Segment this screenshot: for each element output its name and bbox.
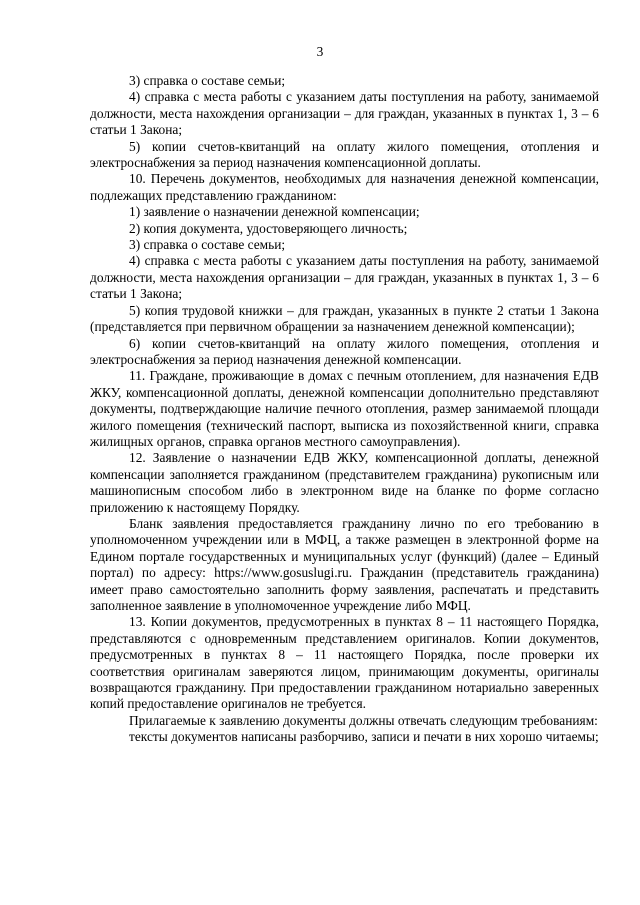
paragraph: 10. Перечень документов, необходимых для назначения денежной компенсации, подлежащих представлению гражданином: bbox=[90, 171, 599, 203]
paragraph: 5) копии счетов-квитанций на оплату жилого помещения, отопления и электроснабжения за период назначения компенсационной доплаты. bbox=[90, 138, 599, 171]
paragraph: 12. Заявление о назначении ЕДВ ЖКУ, компенсационной доплаты, денежной компенсации заполняется гражданином (представителем гражданина) рукописным или машинописным способом либо в электронном виде на бланке по форме согласно приложению к настоящему Порядку. bbox=[90, 450, 599, 515]
paragraph: 4) справка с места работы с указанием даты поступления на работу, занимаемой должности, места нахождения организации – для граждан, указанных в пунктах 1, 3 – 6 статьи 1 Закона; bbox=[90, 253, 599, 302]
paragraph: 5) копия трудовой книжки – для граждан, указанных в пункте 2 статьи 1 Закона (представляется при первичном обращении за назначением денежной компенсации); bbox=[90, 302, 599, 335]
paragraph: 13. Копии документов, предусмотренных в пунктах 8 – 11 настоящего Порядка, представляются с одновременным представлением оригиналов. Копии документов, предусмотренных в пунктах 8 – 11 настоящего Порядка, после проверки их соответствия оригиналам заверяются лицом, принимающим документы, оригиналы возвращаются гражданину. При предоставлении гражданином нотариально заверенных копий предоставление оригиналов не требуется. bbox=[90, 614, 599, 712]
paragraph: 11. Граждане, проживающие в домах с печным отоплением, для назначения ЕДВ ЖКУ, компенсационной доплаты, денежной компенсации дополнительно представляют документы, подтверждающие наличие печного отопления, размер занимаемой площади жилого помещения (технический паспорт, выписка из похозяйственной книги, справка жилищных органов, справка органов местного самоуправления). bbox=[90, 368, 599, 449]
paragraph: 3) справка о составе семьи; bbox=[129, 73, 286, 88]
paragraph: 4) справка с места работы с указанием даты поступления на работу, занимаемой должности, места нахождения организации – для граждан, указанных в пунктах 1, 3 – 6 статьи 1 Закона; bbox=[90, 89, 599, 138]
document-body bbox=[90, 73, 599, 746]
paragraph: Прилагаемые к заявлению документы должны отвечать следующим требованиям: bbox=[129, 712, 598, 728]
paragraph: Бланк заявления предоставляется гражданину лично по его требованию в уполномоченном учреждении или в МФЦ, а также размещен в электронной форме на Едином портале государственных и муниципальных услуг (функций) (далее – Единый портал) по адресу: https://www.gosuslugi.ru. Гражданин (представитель гражданина) имеет право самостоятельно заполнить форму заявления, распечатать и представить заполненное заявление в уполномоченное учреждение либо МФЦ. bbox=[90, 515, 599, 613]
paragraph: 2) копия документа, удостоверяющего личность; bbox=[129, 220, 408, 236]
page-number: 3 bbox=[316, 44, 324, 59]
paragraph: 3) справка о составе семьи; bbox=[129, 237, 286, 253]
paragraph: тексты документов написаны разборчиво, записи и печати в них хорошо читаемы; bbox=[129, 729, 599, 745]
paragraph: 6) копии счетов-квитанций на оплату жилого помещения, отопления и электроснабжения за период назначения денежной компенсации. bbox=[90, 335, 599, 367]
paragraph: 1) заявление о назначении денежной компенсации; bbox=[129, 204, 420, 220]
